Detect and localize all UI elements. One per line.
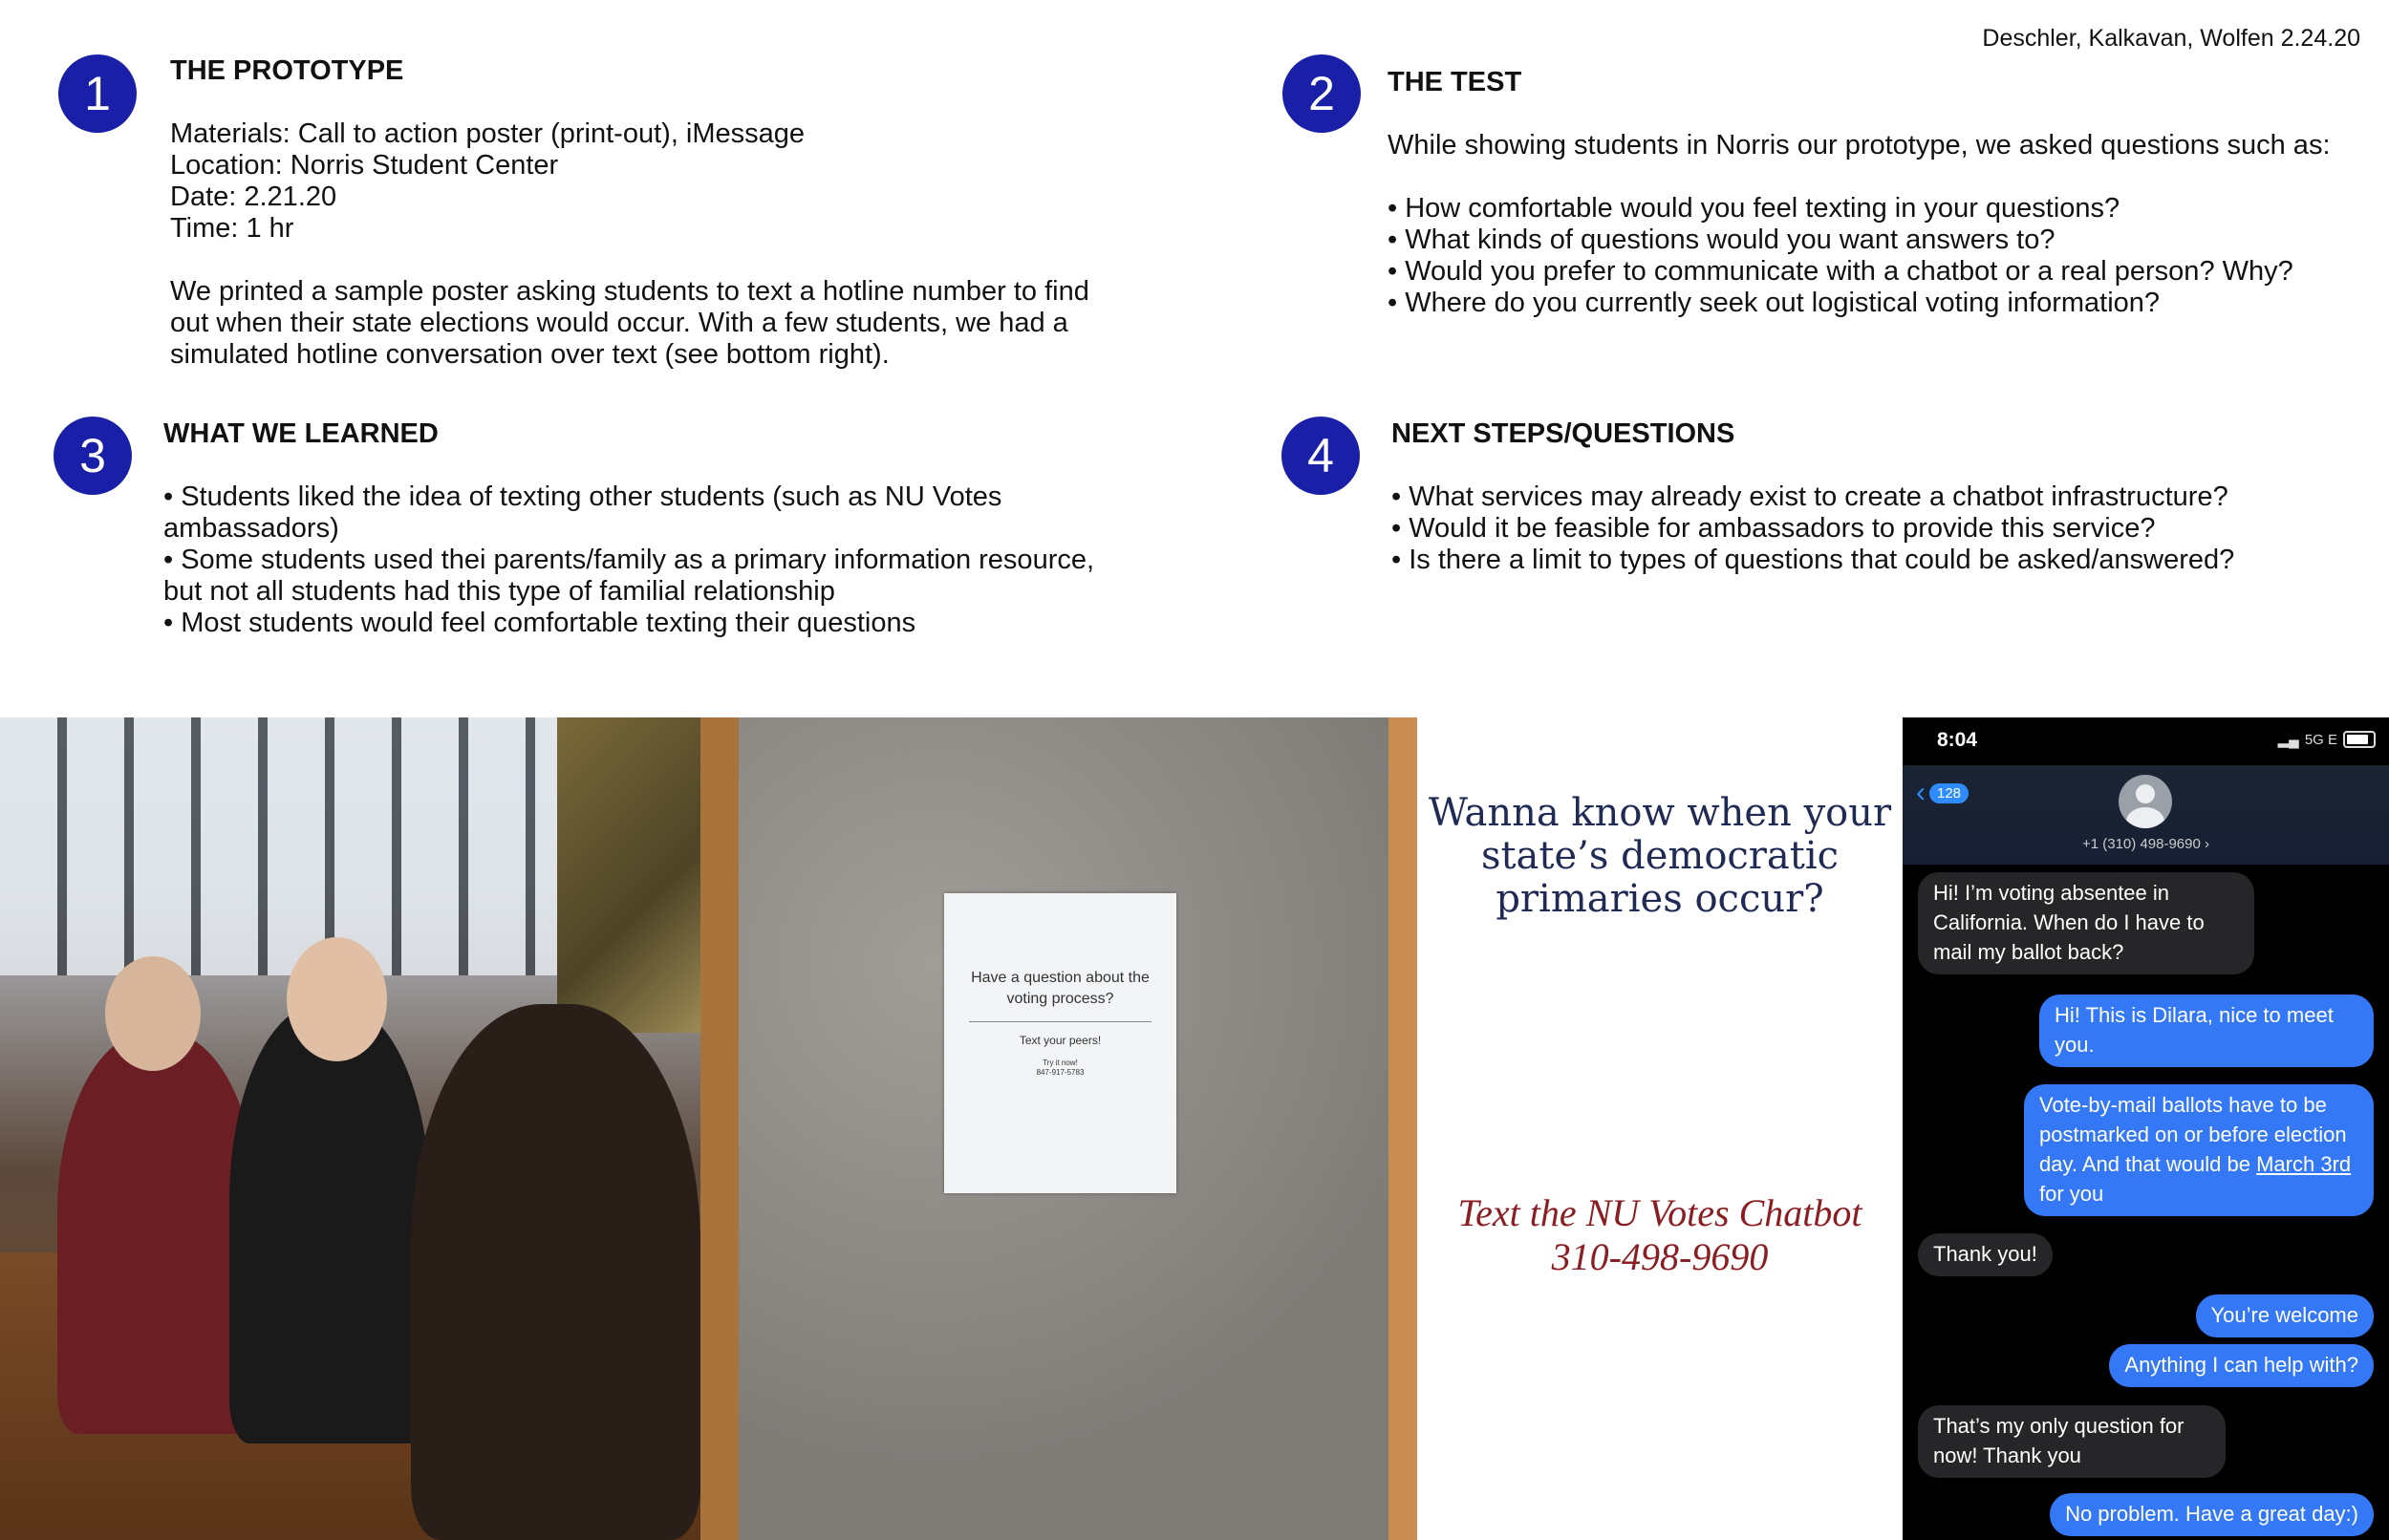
section-next-steps [1391,418,2376,576]
message-outgoing: Anything I can help with? [2109,1344,2374,1387]
message-incoming: Thank you! [1918,1233,2053,1276]
status-time: 8:04 [1937,729,1978,751]
status-indicators [2278,731,2376,748]
step-number-3: 3 [54,417,132,495]
detail-time: Time: 1 hr [170,213,294,244]
poster-tiny-number: 847-917-5783 [1036,1068,1085,1077]
list-item: • Some students used thei parents/family as a primary information resource, but not all students had this type of familial relationship [163,545,1095,607]
list-item: • Where do you currently seek out logistical voting information? [1388,288,2161,318]
detail-location: Location: Norris Student Center [170,150,559,181]
step-number-2: 2 [1282,54,1361,133]
avatar[interactable] [2119,775,2172,828]
message-tail: for you [2039,1182,2104,1206]
message-outgoing: Hi! This is Dilara, nice to meet you. [2039,995,2374,1067]
list-item: • Would you prefer to communicate with a chatbot or a real person? Why? [1388,256,2293,287]
section-title: NEXT STEPS/QUESTIONS [1391,418,1735,449]
section-prototype [170,55,1126,371]
section-intro: While showing students in Norris our prototype, we asked questions such as: [1388,130,2331,160]
contact-number[interactable]: +1 (310) 498-9690 › [2081,836,2209,852]
poster-subline: Text your peers! [1019,1034,1102,1047]
network-label: 5G E [2304,731,2337,748]
imessage-screenshot [1903,717,2389,1540]
message-outgoing: No problem. Have a great day:) [2050,1493,2374,1536]
list-item: • How comfortable would you feel texting in your questions? [1388,193,2120,224]
list-item: • What kinds of questions would you want answers to? [1388,225,2055,255]
conversation-header [1903,765,2389,865]
section-title: THE PROTOTYPE [170,55,404,86]
flyer-headline: Wanna know when your state’s democratic primaries occur? [1428,791,1892,921]
call-to-action-flyer [1417,717,1903,1540]
section-test [1388,67,2372,319]
signal-icon: ▂▄ [2277,732,2299,748]
battery-icon [2343,731,2376,748]
author-date-line: Deschler, Kalkavan, Wolfen 2.24.20 [1982,25,2360,52]
students-photo [0,717,700,1540]
section-title: THE TEST [1388,67,1522,97]
back-button[interactable] [1916,779,1969,807]
message-outgoing [2024,1084,2374,1216]
section-learned [163,418,1119,639]
poster-question: Have a question about the voting process? [971,970,1150,1007]
flyer-cta-line: Text the NU Votes Chatbot [1457,1191,1862,1234]
chevron-left-icon: ‹ [1916,777,1926,808]
step-number-1: 1 [58,54,137,133]
unread-count-badge: 128 [1929,783,1969,803]
message-text: Vote-by-mail ballots have to be postmarked on or before election day. And that would be [2039,1093,2347,1176]
step-number-4: 4 [1281,417,1360,495]
list-item: • Students liked the idea of texting other students (such as NU Votes ambassadors) [163,481,1002,544]
message-outgoing: You’re welcome [2196,1294,2375,1337]
message-incoming: That’s my only question for now! Thank you [1918,1405,2226,1478]
detail-materials: Materials: Call to action poster (print-out), iMessage [170,118,806,149]
printed-poster [944,893,1176,1193]
section-body: We printed a sample poster asking students to text a hotline number to find out when their state elections would occur. With a few students, we had a simulated hotline conversation over text (see bottom right). [170,276,1089,370]
list-item: • What services may already exist to create a chatbot infrastructure? [1391,481,2228,512]
poster-tiny-text: Try it now! [1043,1059,1078,1067]
section-title: WHAT WE LEARNED [163,418,439,449]
list-item: • Would it be feasible for ambassadors to provide this service? [1391,513,2156,544]
list-item: • Is there a limit to types of questions that could be asked/answered? [1391,545,2235,575]
detail-date: Date: 2.21.20 [170,182,337,212]
date-link[interactable]: March 3rd [2256,1152,2352,1176]
flyer-phone-number: 310-498-9690 [1551,1235,1769,1278]
message-incoming: Hi! I’m voting absentee in California. When do I have to mail my ballot back? [1918,872,2254,974]
list-item: • Most students would feel comfortable texting their questions [163,608,916,638]
